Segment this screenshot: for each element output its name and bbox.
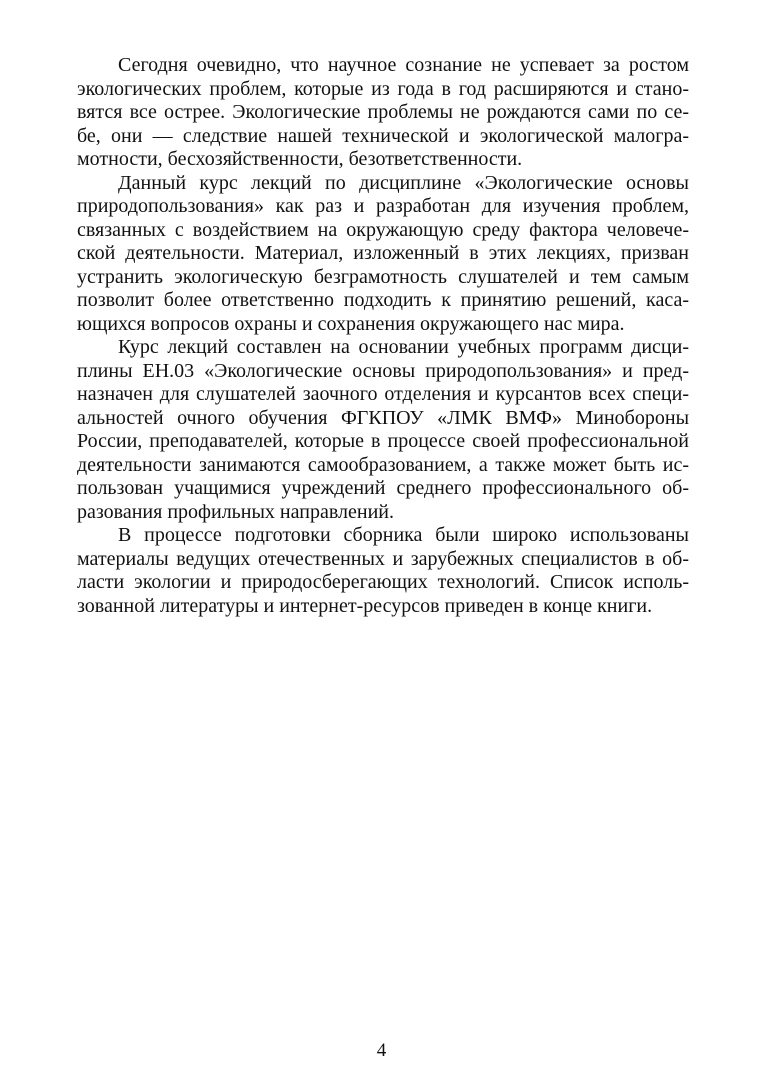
text-line: устранить экологическую безграмотность слушателей и тем самым — [77, 265, 689, 288]
paragraph-2 — [77, 172, 689, 337]
text-line: мотности, бесхозяйственности, безответственности. — [77, 148, 523, 170]
text-line: пользован учащимися учреждений среднего профессионального об- — [77, 477, 689, 499]
text-line: ской деятельности. Материал, изложенный в этих лекциях, призван — [77, 242, 689, 264]
text-line: материалы ведущих отечественных и зарубежных специалистов в об- — [77, 547, 689, 570]
paragraph-4 — [77, 524, 689, 618]
text-line: зованной литературы и интернет-ресурсов приведен в конце книги. — [77, 594, 653, 617]
text-line: назначен для слушателей заочного отделения и курсантов всех специ- — [77, 383, 689, 405]
text-line: вятся все острее. Экологические проблемы не рождаются сами по се- — [77, 101, 689, 123]
paragraph-1 — [77, 54, 689, 172]
text-line: разования профильных направлений. — [77, 500, 394, 523]
text-line: ласти экологии и природосберегающих технологий. Список исполь- — [77, 571, 689, 593]
text-line: бе, они — следствие нашей технической и экологической малогра- — [77, 124, 689, 147]
text-line: связанных с воздействием на окружающую среду фактора человече- — [77, 218, 689, 241]
text-line: Курс лекций составлен на основании учебных программ дисци- — [118, 336, 689, 358]
text-line: России, преподавателей, которые в процессе своей профессиональной — [77, 430, 689, 452]
text-line: плины ЕН.03 «Экологические основы природопользования» и пред- — [77, 359, 689, 382]
text-line: ющихся вопросов охраны и сохранения окружающего нас мира. — [77, 312, 625, 335]
page-number: 4 — [376, 1040, 387, 1061]
text-line: позволит более ответственно подходить к принятию решений, каса- — [77, 289, 689, 311]
paragraph-3 — [77, 336, 689, 524]
text-line: деятельности занимаются самообразованием, а также может быть ис- — [77, 453, 689, 476]
text-line: экологических проблем, которые из года в год расширяются и стано- — [77, 77, 689, 100]
text-line: альностей очного обучения ФГКПОУ «ЛМК ВМФ» Минобороны — [77, 406, 689, 429]
text-line: Данный курс лекций по дисциплине «Экологические основы — [118, 171, 689, 194]
page-body-text — [77, 54, 689, 618]
text-line: В процессе подготовки сборника были широко использованы — [118, 524, 689, 546]
text-line: природопользования» как раз и разработан для изучения проблем, — [77, 195, 689, 217]
text-line: Сегодня очевидно, что научное сознание не успевает за ростом — [118, 54, 689, 76]
